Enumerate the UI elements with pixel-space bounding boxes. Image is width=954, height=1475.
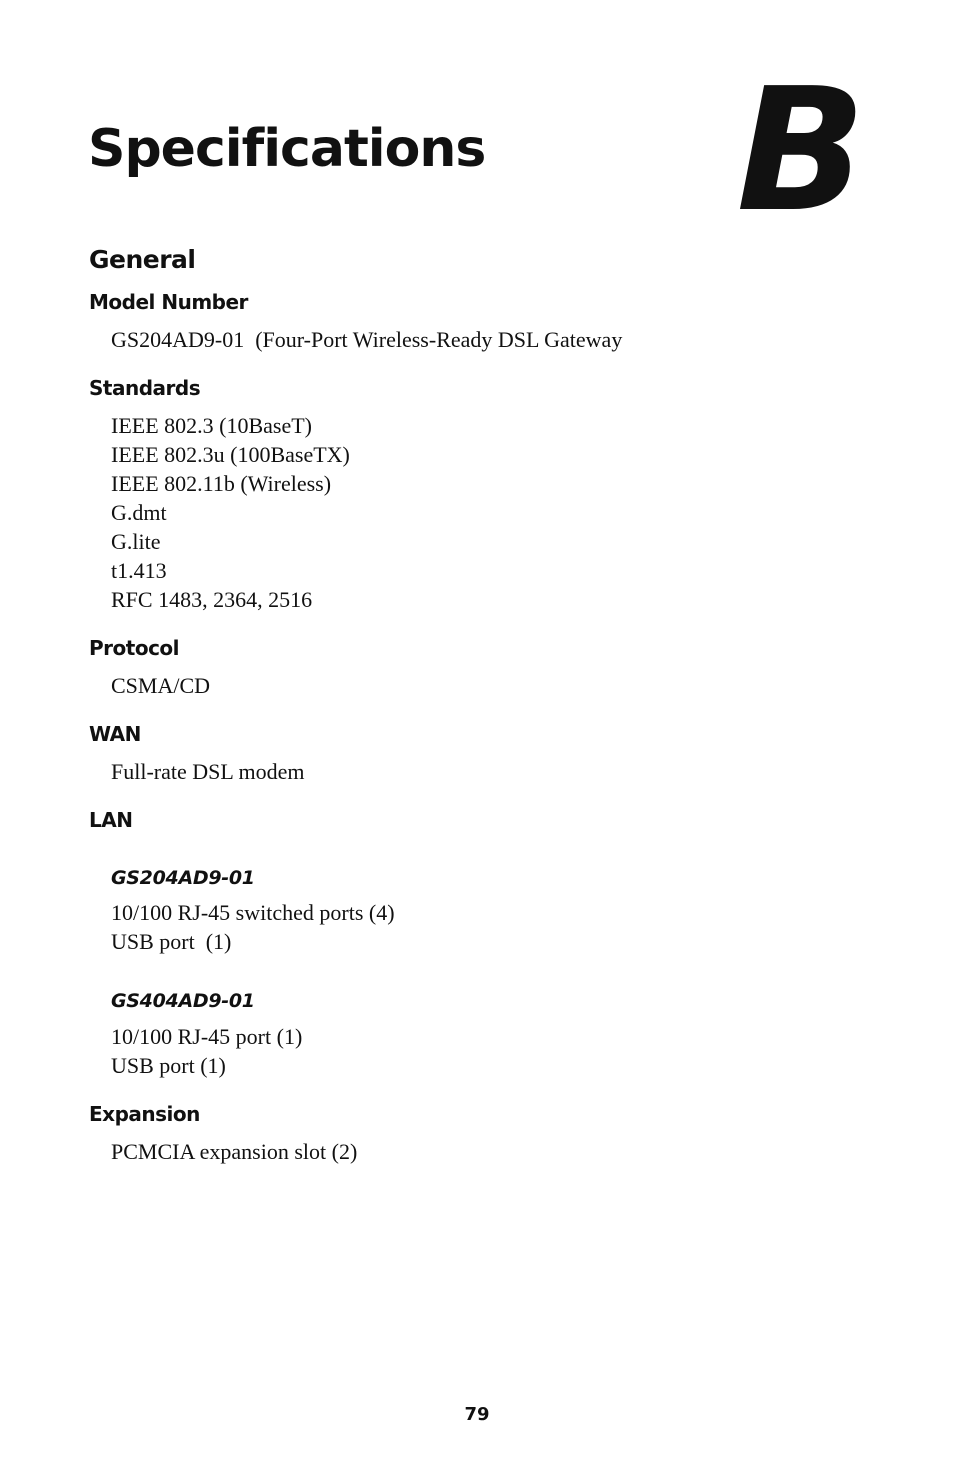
spec-line: IEEE 802.3 (10BaseT) bbox=[111, 412, 312, 438]
lan-group-gs404ad9 bbox=[89, 989, 869, 1080]
spec-content bbox=[89, 244, 869, 1187]
spec-heading-protocol: Protocol bbox=[89, 635, 180, 660]
spec-body-lan-gs204ad9 bbox=[111, 898, 869, 956]
page-number: 79 bbox=[464, 1404, 490, 1425]
spec-line: CSMA/CD bbox=[111, 672, 211, 698]
spec-line: G.lite bbox=[111, 528, 161, 554]
lan-groups bbox=[89, 866, 869, 1080]
section-heading-general: General bbox=[89, 245, 196, 274]
spec-heading-lan: LAN bbox=[89, 807, 133, 832]
spec-heading-model-number: Model Number bbox=[89, 289, 248, 314]
spec-body-expansion bbox=[111, 1137, 869, 1166]
spec-line: GS204AD9-01 (Four-Port Wireless-Ready DSL Gateway bbox=[111, 326, 623, 352]
spec-line: Full-rate DSL modem bbox=[111, 758, 305, 784]
spec-heading-standards: Standards bbox=[89, 375, 201, 400]
spec-line: IEEE 802.3u (100BaseTX) bbox=[111, 441, 350, 467]
spec-heading-expansion: Expansion bbox=[89, 1101, 200, 1126]
lan-model-heading: GS204AD9-01 bbox=[111, 866, 255, 889]
spec-line: PCMCIA expansion slot (2) bbox=[111, 1138, 358, 1164]
spec-line: RFC 1483, 2364, 2516 bbox=[111, 586, 313, 612]
spec-line: 10/100 RJ-45 switched ports (4) bbox=[111, 900, 395, 926]
spec-line: IEEE 802.11b (Wireless) bbox=[111, 470, 332, 496]
spec-body-protocol bbox=[111, 671, 869, 700]
spec-heading-wan: WAN bbox=[89, 721, 141, 746]
lan-model-heading: GS404AD9-01 bbox=[111, 990, 255, 1013]
page-title: Specifications bbox=[88, 119, 486, 179]
spec-line: USB port (1) bbox=[111, 929, 232, 955]
spec-line: G.dmt bbox=[111, 499, 167, 525]
spec-body-standards bbox=[111, 411, 869, 614]
spec-line: 10/100 RJ-45 port (1) bbox=[111, 1023, 303, 1049]
spec-body-lan-gs404ad9 bbox=[111, 1022, 869, 1080]
spec-line: t1.413 bbox=[111, 557, 167, 583]
lan-group-gs204ad9 bbox=[89, 866, 869, 957]
appendix-letter: B bbox=[736, 52, 862, 250]
spec-body-model-number bbox=[111, 325, 869, 354]
spec-line: USB port (1) bbox=[111, 1052, 226, 1078]
spec-body-wan bbox=[111, 757, 869, 786]
